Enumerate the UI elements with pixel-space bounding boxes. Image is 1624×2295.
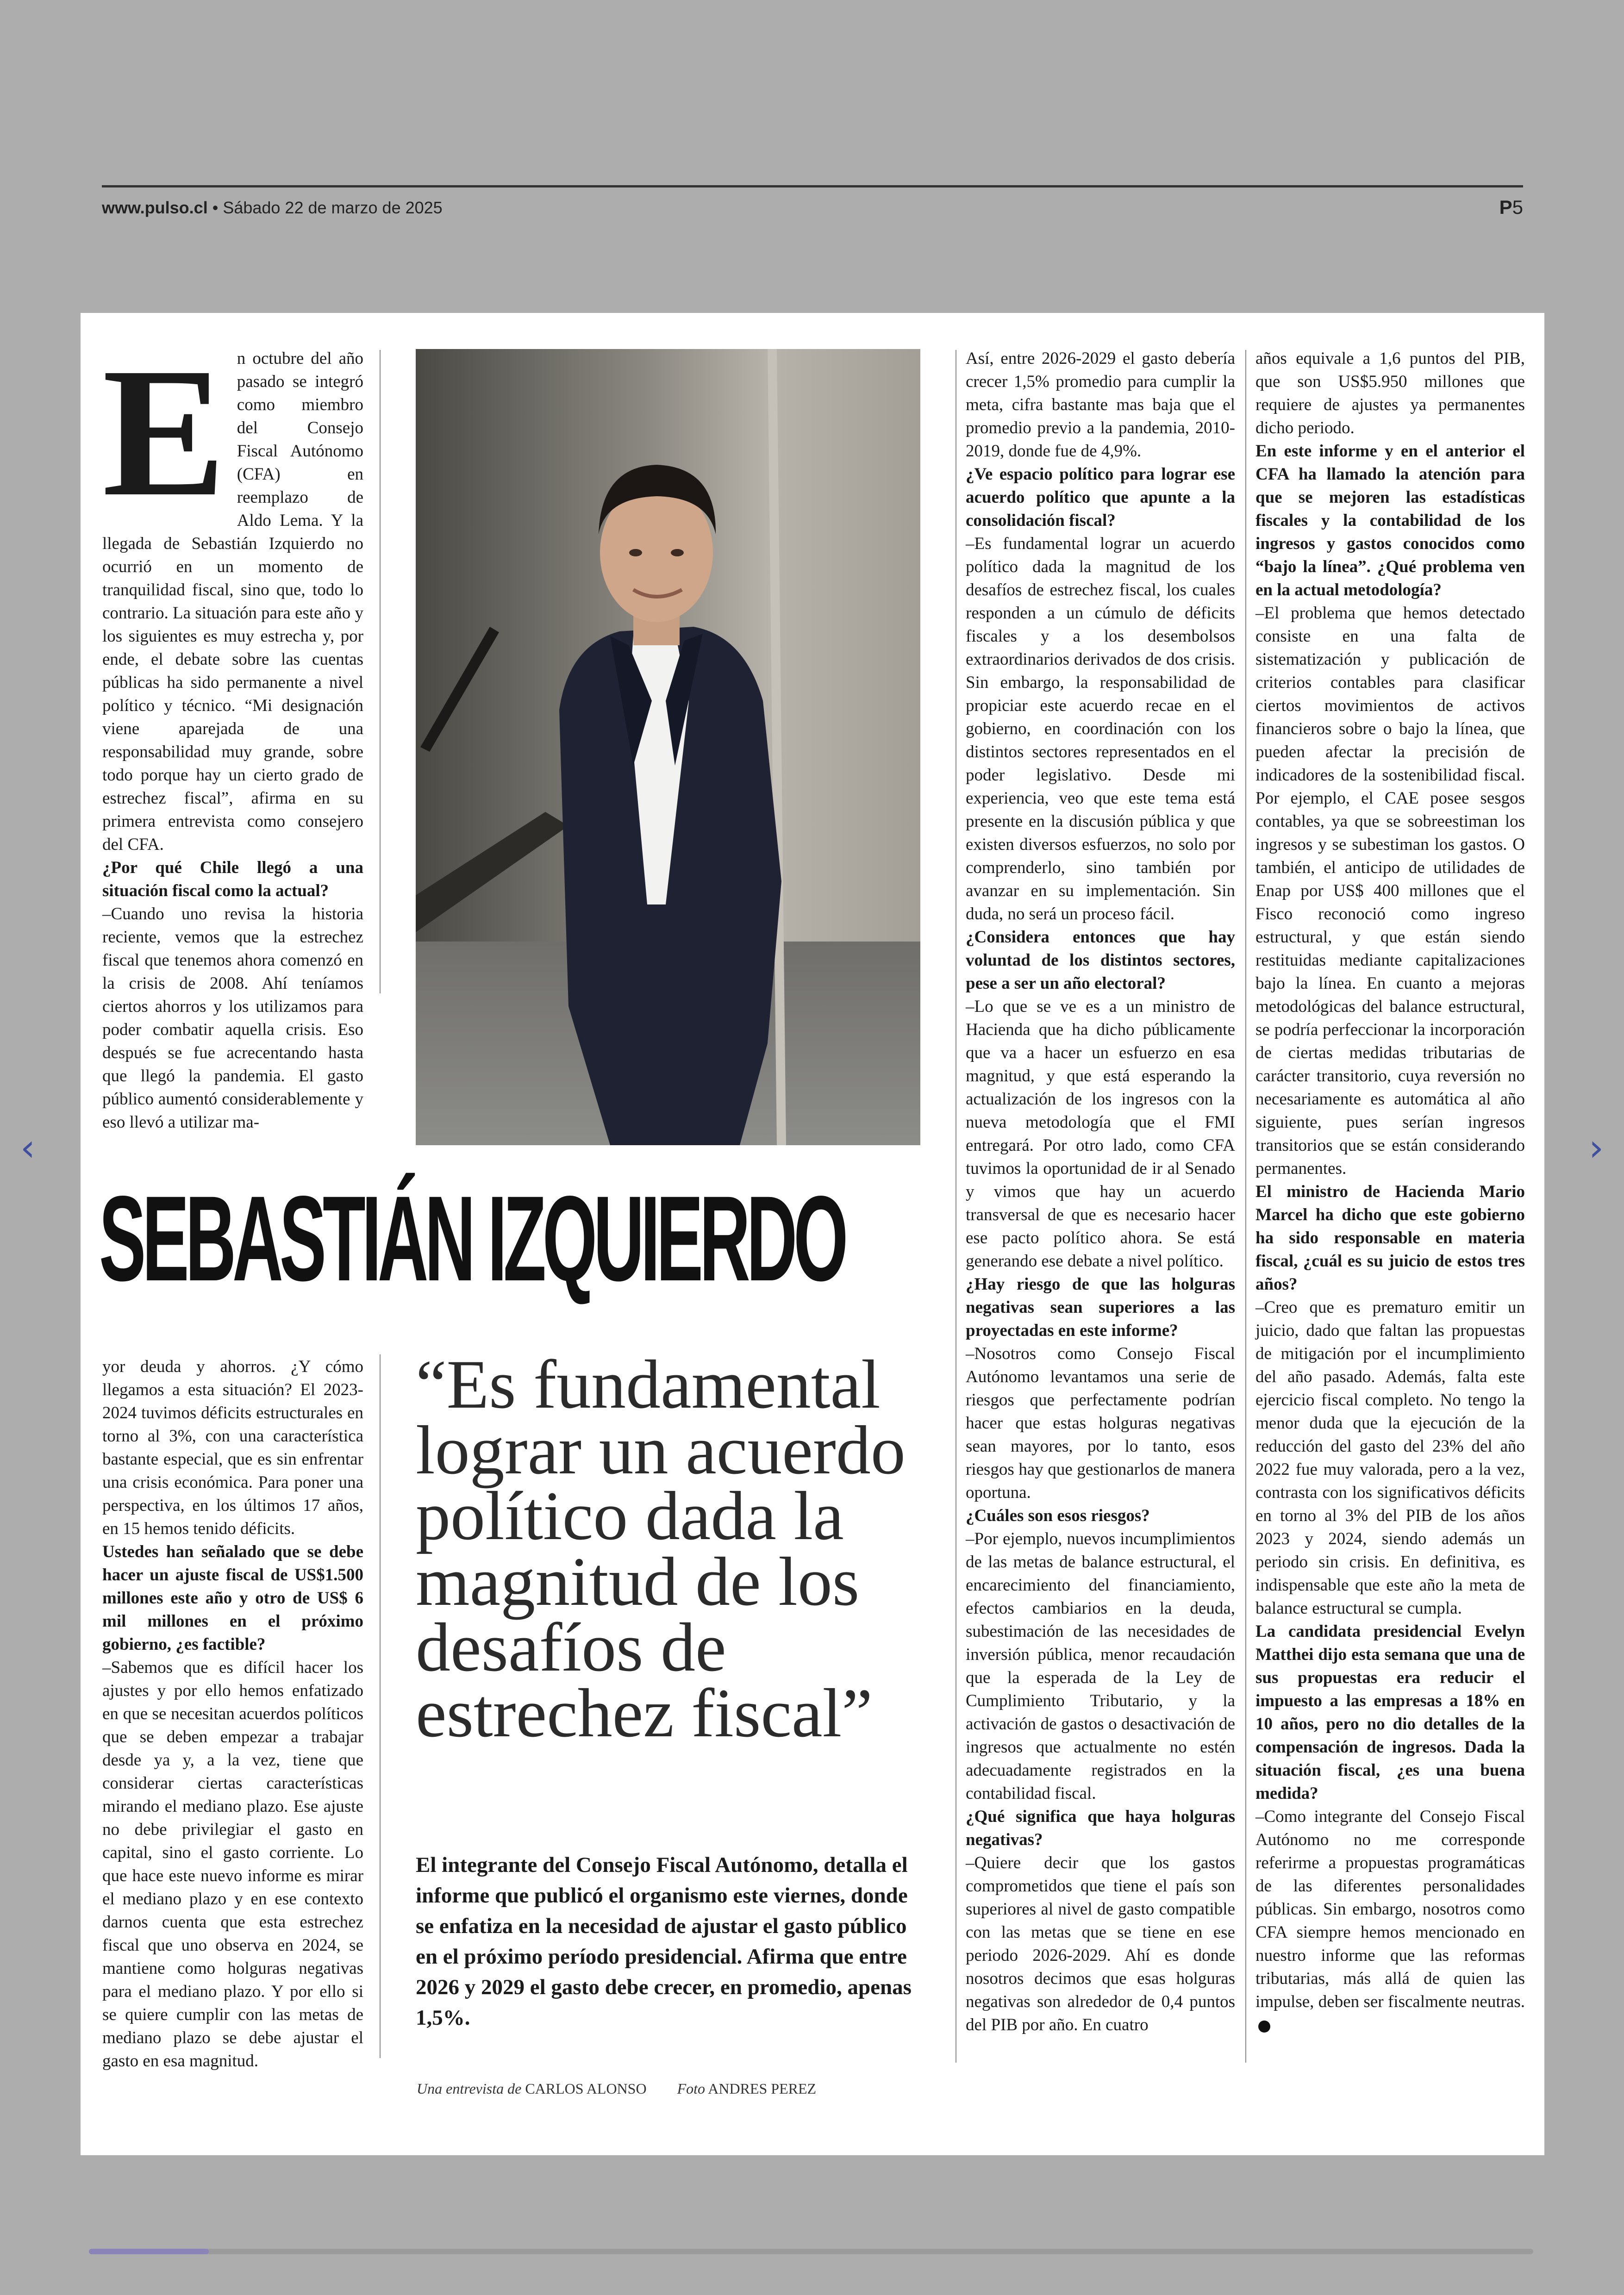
- answer-3: –Es fundamental lograr un acuerdo político dada la magnitud de los desafíos de estrechez fiscal, los cuales responden a un cúmulo de déficits fiscales y a los desembolsos extraordinarios derivados de dos crisis. Sin embargo, la responsabilidad de propiciar este acuerdo recae en el gobierno, en coordinación con los distintos sectores representados en el poder legislativo. Desde mi experiencia, veo que este tema está presente en la discusión pública y que existen diversos esfuerzos, no solo por comprenderlo, sino también por avanzar en su implementación. Sin duda, no será un proceso fácil.: [966, 534, 1235, 923]
- end-mark-icon: [1258, 2021, 1270, 2033]
- question-10: La candidata presidencial Evelyn Matthei dijo esta semana que una de sus propuestas era reducir el impuesto a las empresas a 18% en 10 años, pero no dio detalles de la compensación de ingresos. Dada la situación fiscal, ¿es una buena medida?: [1255, 1622, 1525, 1803]
- question-8: En este informe y en el anterior el CFA ha llamado la atención para que se mejoren las estadísticas fiscales y la contabilidad de los ingresos y gastos conocidos como “bajo la línea”. ¿Qué problema ven en la actual metodología?: [1255, 442, 1525, 599]
- photographer-name: ANDRES PEREZ: [708, 2080, 817, 2097]
- reading-progress-bar[interactable]: [89, 2249, 1533, 2254]
- newspaper-page: [81, 313, 1544, 2155]
- interviewee-name: SEBASTIÁN IZQUIERDO: [99, 1171, 845, 1306]
- answer-7: –Quiere decir que los gastos comprometidos que tiene el país son superiores al nivel de gasto compatible con las metas que se tiene en ese periodo 2026-2029. Ahí es donde nosotros decimos que esas holguras negativas son alrededor de 0,4 puntos del PIB por año. En cuatro: [966, 1853, 1235, 2034]
- column-3: Así, entre 2026-2029 el gasto debería crecer 1,5% promedio para cumplir la meta, cifra bastante mas baja que el promedio previo a la pandemia, 2010-2019, donde fue de 4,9%. ¿Ve espacio político para lograr ese acuerdo político que apunte a la consolidación fiscal? –Es fundamental lograr un acuerdo político dada la magnitud de los desafíos de estrechez fiscal, los cuales responden a un cúmulo de déficits fiscales y a los desembolsos extraordinarios derivados de dos crisis. Sin embargo, la responsabilidad de propiciar este acuerdo recae en el gobierno, en coordinación con los distintos sectores representados en el poder legislativo. Desde mi experiencia, veo que este tema está presente en la discusión pública y que existen diversos esfuerzos, no solo por comprenderlo, sino también por avanzar en su implementación. Sin duda, no será un proceso fácil. ¿Considera entonces que hay voluntad de los distintos sectores, pese a ser un año electoral? –Lo que se ve es a un ministro de Hacienda que ha dicho públicamente que va a hacer un esfuerzo en esa magnitud, y que está esperando la actualización de los ingresos con la nueva metodología que el FMI entregará. Por otro lado, como CFA tuvimos la oportunidad de ir al Senado y vimos que hay un acuerdo transversal de que es necesario hacer ese pacto político ahora. Se está generando ese debate a nivel político. ¿Hay riesgo de que las holguras negativas sean superiores a las proyectadas en este informe? –Nosotros como Consejo Fiscal Autónomo levantamos una serie de riesgos que perfectamente podrían hacer que estas holguras negativas sean mayores, por lo tanto, esos riesgos hay que gestionarlos de manera oportuna. ¿Cuáles son esos riesgos? –Por ejemplo, nuevos incumplimientos de las metas de balance estructural, el encarecimiento del financiamiento, efectos cambiarios en la deuda, subestimación de las necesidades de inversión pública, menor recaudación que la esperada de la Ley de Cumplimiento Tributario, y la activación de gastos o desactivación de ingresos que actualmente no estén adecuadamente registrados en la contabilidad fiscal. ¿Qué significa que haya holguras negativas? –Quiere decir que los gastos comprometidos que tiene el país son superiores al nivel de gasto compatible con las metas que se tiene en ese periodo 2026-2029. Ahí es donde nosotros decimos que esas holguras negativas son alrededor de 0,4 puntos del PIB por año. En cuatro: [966, 347, 1235, 2060]
- answer-4: –Lo que se ve es a un ministro de Hacienda que ha dicho públicamente que va a hacer un esfuerzo en esa magnitud, y que está esperando la actualización de los ingresos con la nueva metodología que el FMI entregará. Por otro lado, como CFA tuvimos la oportunidad de ir al Senado y vimos que hay un acuerdo transversal de que es necesario hacer ese pacto político ahora. Se está generando ese debate a nivel político.: [966, 997, 1235, 1271]
- byline: Una entrevista de CARLOS ALONSO Foto ANDRES PEREZ: [417, 2080, 817, 2097]
- site-url[interactable]: www.pulso.cl: [102, 198, 208, 217]
- question-9: El ministro de Hacienda Mario Marcel ha dicho que este gobierno ha sido responsable en materia fiscal, ¿cuál es su juicio de estos tres años?: [1255, 1182, 1525, 1294]
- column-divider: [1245, 350, 1246, 2063]
- page-number: P5: [1499, 196, 1523, 218]
- header-rule: [102, 185, 1523, 187]
- question-4: ¿Considera entonces que hay voluntad de los distintos sectores, pese a ser un año electoral?: [966, 928, 1235, 993]
- column-1-bottom: [102, 1355, 363, 2070]
- drop-cap: E: [102, 330, 226, 535]
- answer-8: –El problema que hemos detectado consiste en una falta de sistematización y publicación de criterios contables para clasificar ciertos movimientos de activos financieros sobre o bajo la línea, que pueden afectar la precisión de indicadores de la sostenibilidad fiscal. Por ejemplo, el CAE posee sesgos contables, ya que se sobreestiman los ingresos y se subestiman los gastos. O también, el anticipo de utilidades de Enap por US$ 400 millones que el Fisco reconoció como ingreso estructural, y que están siendo restituidas mediante capitalizaciones bajo la línea. En cuanto a mejoras metodológicas del balance estructural, se podría perfeccionar la incorporación de ciertas medidas tributarias de carácter transitorio, cuya reversión no necesariamente es automática al año siguiente, pues serían ingresos transitorios que se están considerando permanentes.: [1255, 604, 1525, 1178]
- author-name: CARLOS ALONSO: [525, 2080, 647, 2097]
- portrait-photo: [416, 349, 920, 1145]
- column-divider: [380, 350, 381, 993]
- question-7: ¿Qué significa que haya holguras negativas?: [966, 1807, 1235, 1849]
- question-1: ¿Por qué Chile llegó a una situación fiscal como la actual?: [102, 858, 363, 900]
- reading-progress-fill: [89, 2249, 209, 2254]
- column-4: años equivale a 1,6 puntos del PIB, que son US$5.950 millones que requiere de ajustes ya permanentes dicho periodo. En este informe y en el anterior el CFA ha llamado la atención para que se mejoren las estadísticas fiscales y la contabilidad de los ingresos y gastos conocidos como “bajo la línea”. ¿Qué problema ven en la actual metodología? –El problema que hemos detectado consiste en una falta de sistematización y publicación de criterios contables para clasificar ciertos movimientos de activos financieros sobre o bajo la línea, que pueden afectar la precisión de indicadores de la sostenibilidad fiscal. Por ejemplo, el CAE posee sesgos contables, ya que se sobreestiman los ingresos y se subestiman los gastos. O también, el anticipo de utilidades de Enap por US$ 400 millones que el Fisco reconoció como ingreso estructural, y que están siendo restituidas mediante capitalizaciones bajo la línea. En cuanto a mejoras metodológicas del balance estructural, se podría perfeccionar la incorporación de ciertas medidas tributarias de carácter transitorio, cuya reversión no necesariamente es automática al año siguiente, pues serían ingresos transitorios que se están considerando permanentes. El ministro de Hacienda Mario Marcel ha dicho que este gobierno ha sido responsable en materia fiscal, ¿cuál es su juicio de estos tres años? –Creo que es prematuro emitir un juicio, dado que faltan las propuestas de mitigación por el incumplimiento del año pasado. Además, falta este ejercicio fiscal completo. No tengo la menor duda que la ejecución de la reducción del gasto del 23% del año 2022 fue muy valorada, pero a la vez, contrasta con los significativos déficits en torno al 3% del PIB de los años 2023 y 2024, siendo además un periodo sin crisis. En definitiva, es indispensable que este año la meta de balance estructural se cumpla. La candidata presidencial Evelyn Matthei dijo esta semana que una de sus propuestas era reducir el impuesto a las empresas a 18% en 10 años, pero no dio detalles de la compensación de ingresos. Dada la situación fiscal, ¿es una buena medida? –Como integrante del Consejo Fiscal Autónomo no me corresponde referirme a propuestas programáticas de las diferentes personalidades públicas. Sin embargo, nosotros como CFA siempre hemos mencionado en nuestro informe que las reformas tributarias, más allá de quien las impulse, deben ser fiscalmente neutras.: [1255, 347, 1525, 2060]
- answer-1: –Cuando uno revisa la historia reciente, vemos que la estrechez fiscal que tenemos ahora comenzó en la crisis de 2008. Ahí teníamos ciertos ahorros y los utilizamos para poder combatir aquella crisis. Eso después se fue acrecentando hasta que llegó la pandemia. El gasto público aumentó considerablemente y eso llevó a utilizar ma-: [102, 904, 363, 1132]
- column-divider: [380, 1354, 381, 2058]
- answer-10: –Como integrante del Consejo Fiscal Autónomo no me corresponde referirme a propuestas programáticas de las diferentes personalidades públicas. Sin embargo, nosotros como CFA siempre hemos mencionado en nuestro informe que las reformas tributarias, más allá de quien las impulse, deben ser fiscalmente neutras.: [1255, 1805, 1525, 2037]
- lede-paragraph: El integrante del Consejo Fiscal Autónomo, detalla el informe que publicó el organismo este viernes, donde se enfatiza en la necesidad de ajustar el gasto público en el próximo período presidencial. Afirma que entre 2026 y 2029 el gasto debe crecer, en promedio, apenas 1,5%.: [416, 1853, 912, 2030]
- pull-quote: “Es fundamental lograr un acuerdo político dada la magnitud de los desafíos de estrechez fiscal”: [416, 1346, 906, 1752]
- portrait-illustration: [416, 349, 920, 1145]
- question-5: ¿Hay riesgo de que las holguras negativas sean superiores a las proyectadas en este informe?: [966, 1275, 1235, 1340]
- question-6: ¿Cuáles son esos riesgos?: [966, 1506, 1150, 1525]
- chevron-left-icon[interactable]: ‹: [20, 1126, 35, 1169]
- column-1-top: [102, 330, 364, 1132]
- chevron-right-icon[interactable]: ›: [1589, 1126, 1604, 1169]
- answer-9: –Creo que es prematuro emitir un juicio, dado que faltan las propuestas de mitigación por el incumplimiento del año pasado. Además, falta este ejercicio fiscal completo. No tengo la menor duda que la ejecución de la reducción del gasto del 23% del año 2022 fue muy valorada, pero a la vez, contrasta con los significativos déficits en torno al 3% del PIB de los años 2023 y 2024, siendo además un periodo sin crisis. En definitiva, es indispensable que este año la meta de balance estructural se cumpla.: [1255, 1298, 1525, 1618]
- answer-6: –Por ejemplo, nuevos incumplimientos de las metas de balance estructural, el encarecimiento del financiamiento, efectos cambiarios en la deuda, subestimación de las necesidades de inversión pública, menor recaudación que la esperada de la Ley de Cumplimiento Tributario, y la activación de gastos o desactivación de ingresos que actualmente no estén adecuadamente registrados en la contabilidad fiscal.: [966, 1529, 1235, 1803]
- question-3: ¿Ve espacio político para lograr ese acuerdo político que apunte a la consolidación fiscal?: [966, 465, 1235, 530]
- issue-date: Sábado 22 de marzo de 2025: [223, 198, 443, 217]
- question-2: Ustedes han señalado que se debe hacer un ajuste fiscal de US$1.500 millones este año y otro de US$ 6 mil millones en el próximo gobierno, ¿es factible?: [102, 1542, 363, 1654]
- continued-paragraph: yor deuda y ahorros. ¿Y cómo llegamos a esta situación? El 2023-2024 tuvimos déficits estructurales en torno al 3%, con una característica bastante especial, que es sin enfrentar una crisis económica. Para poner una perspectiva, en los últimos 17 años, en 15 hemos tenido déficits.: [102, 1357, 363, 1538]
- answer-5: –Nosotros como Consejo Fiscal Autónomo levantamos una serie de riesgos que perfectamente podrían hacer que estas holguras negativas sean mayores, por lo tanto, esos riesgos hay que gestionarlos de manera oportuna.: [966, 1344, 1235, 1502]
- intro-paragraph: n octubre del año pasado se integró como miembro del Consejo Fiscal Autónomo (CFA) en reemplazo de Aldo Lema. Y la llegada de Sebastián Izquierdo no ocurrió en un momento de tranquilidad fiscal, sino que, todo lo contrario. La situación para este año y los siguientes es muy estrecha y, por ende, el debate sobre las cuentas públicas ha sido permanente a nivel político y técnico. “Mi designación viene aparejada de una responsabilidad muy grande, sobre todo porque hay un cierto grado de estrechez fiscal”, afirma en su primera entrevista como consejero del CFA.: [102, 349, 364, 854]
- answer-2: –Sabemos que es difícil hacer los ajustes y por ello hemos enfatizado en que se necesitan acuerdos políticos que se deben empezar a trabajar desde ya y, a la vez, tiene que considerar ciertas características mirando el mediano plazo. Ese ajuste no debe privilegiar el gasto en capital, sino el gasto corriente. Lo que hace este nuevo informe es mirar el mediano plazo y en ese contexto darnos cuenta que esta estrechez fiscal que uno observa en 2024, se mantiene como holguras negativas para el mediano plazo. Y por ello si se quiere cumplir con las metas de mediano plazo se debe ajustar el gasto en esa magnitud.: [102, 1658, 363, 2070]
- header-info: www.pulso.cl • Sábado 22 de marzo de 2025: [102, 198, 443, 217]
